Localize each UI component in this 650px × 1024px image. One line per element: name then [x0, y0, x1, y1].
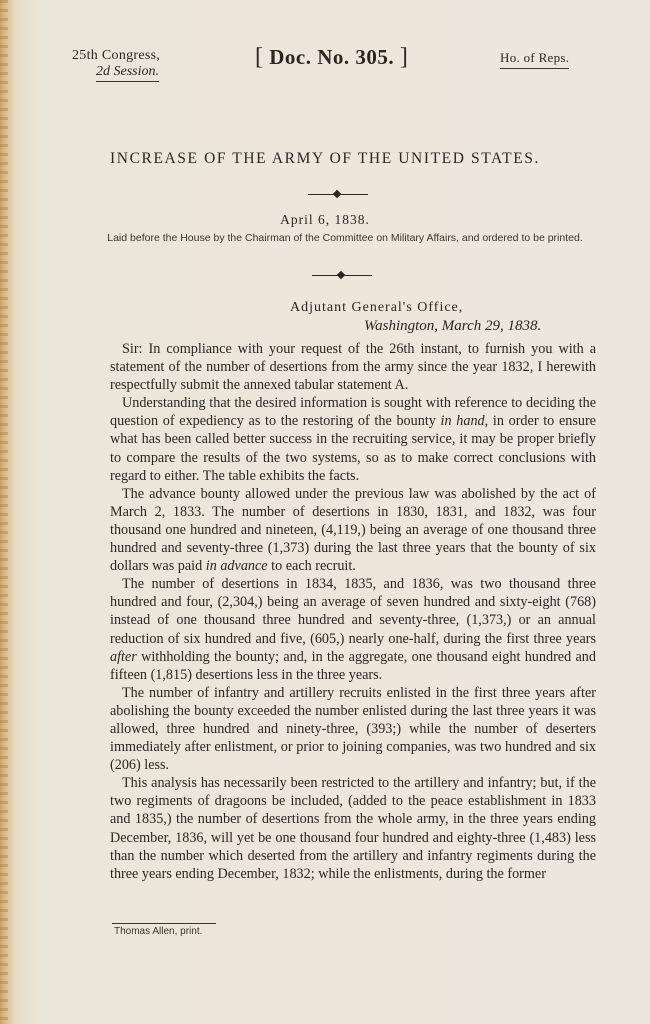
paragraph-3-text-b: to each recruit. [267, 558, 356, 575]
paragraph-2-emphasis: in hand [440, 413, 485, 430]
ornament-diamond [333, 190, 341, 198]
paragraph-2-text-b: , in order to ensure what has been called better success in the recruiting service, it may be proper briefly to compare the results of the two systems, so as to make correct conclusions with regard to either. The table exhibits the facts. [110, 413, 596, 484]
place-date: Washington, March 29, 1838. [364, 318, 542, 334]
congress-label: 25th Congress, [72, 48, 161, 63]
ornament-rule [308, 190, 368, 200]
ornament-rule-2 [312, 271, 372, 281]
letter-body [110, 340, 596, 883]
ornament-diamond [337, 271, 345, 279]
paragraph-3 [110, 485, 596, 575]
paragraph-1: Sir: In compliance with your request of the 26th instant, to furnish you with a statement of the number of desertions from the army since the year 1832, I herewith respectfully submit the annexed tabular statement A. [110, 341, 596, 394]
bracket-open: [ [255, 44, 264, 70]
paragraph-2-text-a: Understanding that the desired information is sought with reference to deciding the question of expediency as to the restoring of the bounty [110, 395, 596, 430]
bracket-close: ] [399, 44, 409, 70]
laid-before-note: Laid before the House by the Chairman of the Committee on Military Affairs, and ordered to be printed. [107, 232, 583, 244]
doc-number-label: Doc. No. 305. [269, 45, 395, 69]
session-label: 2d Session. [96, 64, 159, 82]
document-header [0, 44, 650, 94]
congress-session-label [72, 48, 160, 82]
document-number [255, 44, 408, 71]
paragraph-4-text-a: The number of desertions in 1834, 1835, and 1836, was two thousand three hundred and four, (2,304,) being an average of seven hundred and sixty-eight (768) instead of one thousand three hundred and seventy-three, (1,373,) or an annual reduction of six hundred and five, (605,) nearly one-half, during the first three years [110, 576, 596, 647]
house-label: Ho. of Reps. [500, 50, 569, 69]
paragraph-3-text-a: The advance bounty allowed under the previous law was abolished by the act of March 2, 1833. The number of desertions in 1830, 1831, and 1832, was four thousand one hundred and nineteen, (4,119,) being an average of one thousand three hundred and seventy-three (1,373) during the last three years that the bounty of six dollars was paid [110, 485, 596, 575]
paragraph-2 [110, 394, 596, 484]
document-date: April 6, 1838. [280, 212, 370, 227]
printer-imprint: Thomas Allen, print. [114, 926, 203, 937]
paragraph-4-text-b: withholding the bounty; and, in the aggregate, one thousand eight hundred and fifteen (1,815) desertions less in the three years. [110, 648, 596, 683]
document-title: INCREASE OF THE ARMY OF THE UNITED STATES. [110, 150, 540, 167]
paragraph-6: This analysis has necessarily been restricted to the artillery and infantry; but, if the two regiments of dragoons be included, (added to the peace establishment in 1833 and 1835,) the number of desertions from the whole army, in the three years ending December, 1836, will yet be one thousand four hundred and eighty-three (1,483) less than the number which deserted from the artillery and infantry regiments during the three years ending December, 1832; while the enlistments, during the former [110, 775, 596, 882]
footer-rule [112, 923, 216, 924]
office-heading: Adjutant General's Office, [290, 300, 464, 315]
paragraph-4 [110, 575, 596, 684]
paragraph-4-emphasis: after [110, 648, 137, 665]
paragraph-3-emphasis: in advance [205, 558, 268, 575]
paragraph-5: The number of infantry and artillery recruits enlisted in the first three years after abolishing the bounty exceeded the number enlisted during the last three years it was allowed, three hundred and ninety-three, (393;) while the number of deserters immediately after enlistment, or prior to joining companies, was two hundred and six (206) less. [110, 684, 596, 774]
place-date-line [364, 318, 541, 335]
